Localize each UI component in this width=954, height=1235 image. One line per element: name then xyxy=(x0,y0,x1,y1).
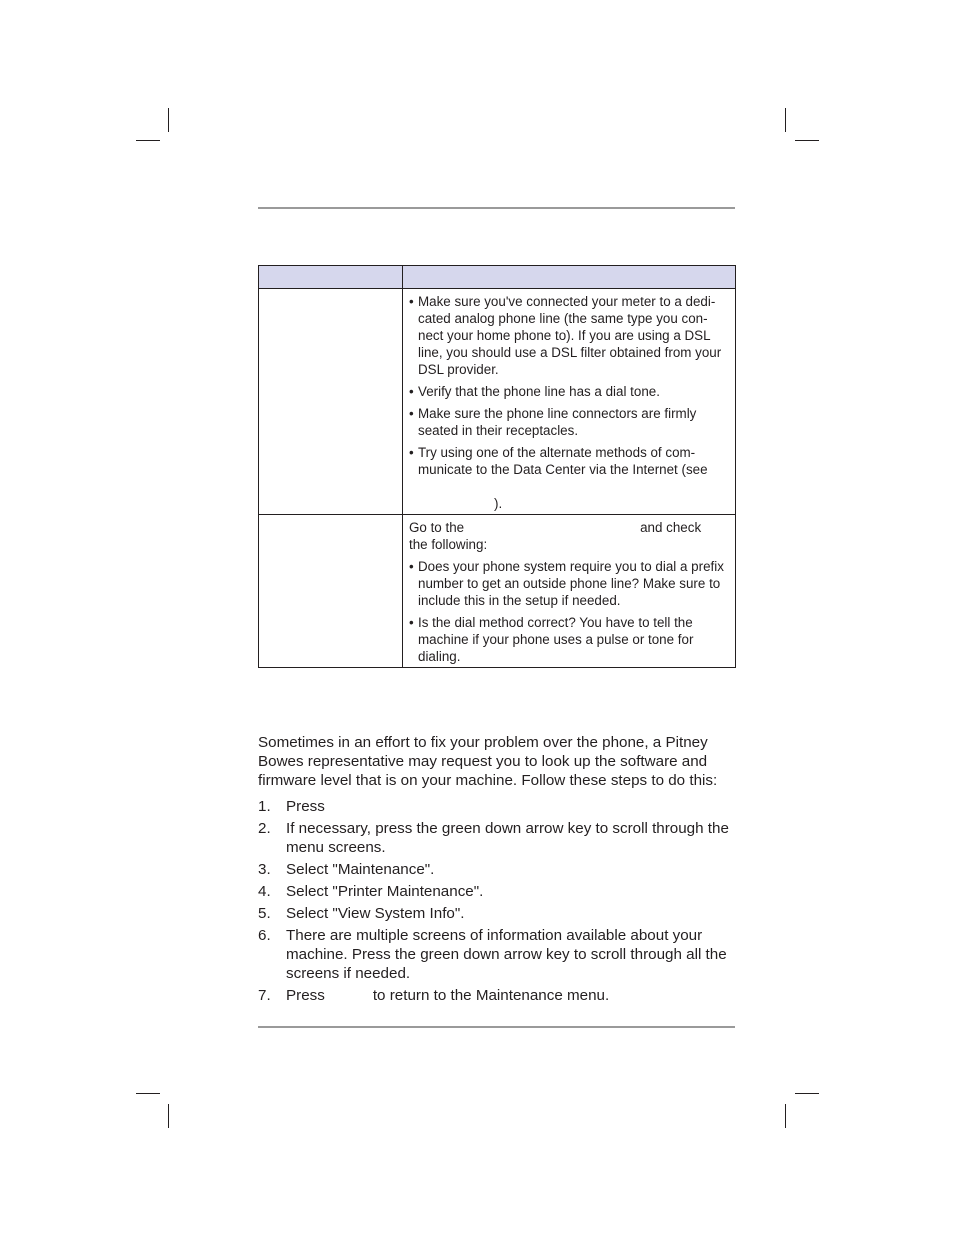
list-item xyxy=(258,819,738,857)
list-item-text-end: ). xyxy=(494,496,503,511)
troubleshooting-table xyxy=(258,265,736,668)
step-number: 5. xyxy=(258,905,271,922)
step-text-before: Press xyxy=(286,987,325,1004)
crop-mark-top-right-horizontal xyxy=(795,140,819,141)
step-number: 4. xyxy=(258,883,271,900)
table-row xyxy=(259,289,736,515)
table-row-problem-cell xyxy=(259,289,403,515)
section-body xyxy=(258,733,738,1008)
crop-mark-top-left-horizontal xyxy=(136,140,160,141)
list-item xyxy=(258,926,738,983)
list-item xyxy=(409,558,729,609)
list-item-text: Is the dial method correct? You have to tell the machine if your phone uses a pulse or tone for dialing. xyxy=(418,615,694,664)
list-item xyxy=(409,383,729,400)
list-item xyxy=(409,444,729,512)
crop-mark-bottom-left-vertical xyxy=(168,1104,169,1128)
footer-rule xyxy=(258,1026,735,1028)
intro-mid: and check xyxy=(640,520,702,535)
step-text: Select "Printer Maintenance". xyxy=(286,883,484,900)
list-item-text: Make sure you've connected your meter to a dedi-cated analog phone line (the same type you con-nect your home phone to). If you are using a DSL line, you should use a DSL filter obtained from your DSL provider. xyxy=(418,294,722,377)
crop-mark-bottom-left-horizontal xyxy=(136,1093,160,1094)
crop-mark-top-left-vertical xyxy=(168,108,169,132)
list-item xyxy=(409,405,729,439)
table-header-problem xyxy=(259,266,403,289)
list-item xyxy=(409,293,729,378)
step-number: 1. xyxy=(258,798,271,815)
solution-bullet-list xyxy=(409,293,729,512)
table-row xyxy=(259,515,736,668)
list-item-text: Verify that the phone line has a dial tone. xyxy=(418,384,660,399)
step-number: 2. xyxy=(258,820,271,837)
list-item xyxy=(258,860,738,879)
list-item-text: Make sure the phone line connectors are firmly seated in their receptacles. xyxy=(418,406,697,438)
section-paragraph: Sometimes in an effort to fix your problem over the phone, a Pitney Bowes representative may request you to look up the software and firmware level that is on your machine. Follow these steps to do this: xyxy=(258,734,718,789)
crop-mark-bottom-right-vertical xyxy=(785,1104,786,1128)
list-item xyxy=(258,797,738,816)
table-row-problem-cell xyxy=(259,515,403,668)
step-text: There are multiple screens of information available about your machine. Press the green down arrow key to scroll through all the screens if needed. xyxy=(286,927,727,982)
step-number: 7. xyxy=(258,987,271,1004)
intro-end: the following: xyxy=(409,537,488,552)
step-text: Select "View System Info". xyxy=(286,905,465,922)
step-text: Press xyxy=(286,798,325,815)
table-row-solution-cell xyxy=(403,289,736,515)
solution-intro xyxy=(409,519,729,553)
step-number: 6. xyxy=(258,927,271,944)
table-row-solution-cell xyxy=(403,515,736,668)
table-header-solution xyxy=(403,266,736,289)
steps-list xyxy=(258,797,738,1005)
step-number: 3. xyxy=(258,861,271,878)
step-text: If necessary, press the green down arrow key to scroll through the menu screens. xyxy=(286,820,729,856)
list-item-text: Try using one of the alternate methods of com-municate to the Data Center via the Internet (see xyxy=(418,445,708,477)
blank-line xyxy=(418,478,729,495)
list-item xyxy=(258,882,738,901)
table-header-row xyxy=(259,266,736,289)
intro-start: Go to the xyxy=(409,520,465,535)
step-text-after: to return to the Maintenance menu. xyxy=(372,987,610,1004)
crop-mark-top-right-vertical xyxy=(785,108,786,132)
list-item xyxy=(409,614,729,665)
list-item xyxy=(258,904,738,923)
header-rule xyxy=(258,207,735,209)
step-text: Select "Maintenance". xyxy=(286,861,435,878)
solution-bullet-list xyxy=(409,558,729,665)
list-item xyxy=(258,986,738,1005)
crop-mark-bottom-right-horizontal xyxy=(795,1093,819,1094)
list-item-text: Does your phone system require you to dial a prefix number to get an outside phone line? Make sure to include this in the setup if needed. xyxy=(418,559,724,608)
